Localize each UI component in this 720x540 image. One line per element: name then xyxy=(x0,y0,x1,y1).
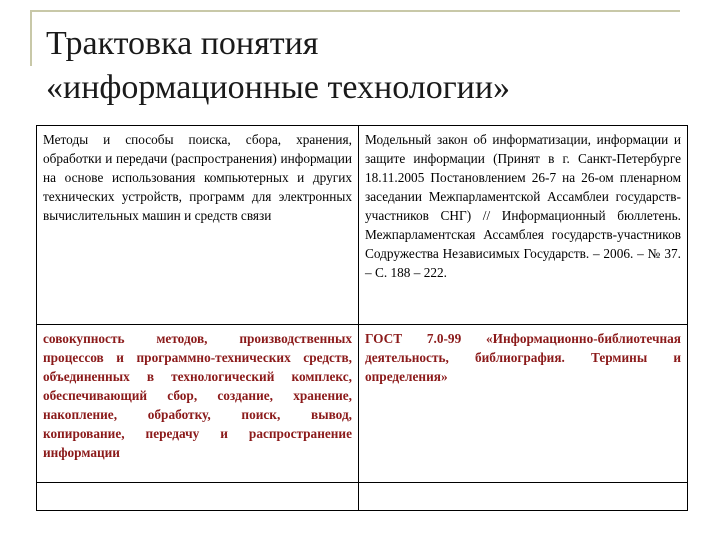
table-cell-definition: совокупность методов, производственных процессов и программно-технических средств, объединенных в технологический комплекс, обеспечивающий сбор, создание, хранение, накопление, обработку, поиск, вывод, копирование, передачу и распространение информации xyxy=(37,325,359,483)
table-cell-source: Модельный закон об информатизации, информации и защите информации (Принят в г. Санкт-Петербурге 18.11.2005 Постановлением 26-7 на 26-ом пленарном заседании Межпарламентской Ассамблеи государств-участников СНГ) // Информационный бюллетень. Межпарламентская Ассамблея государств-участников Содружества Независимых Государств. – 2006. – № 37. – С. 188 – 222. xyxy=(359,126,688,325)
table-row xyxy=(37,483,688,511)
table-row xyxy=(37,325,688,483)
table-cell-definition: Методы и способы поиска, сбора, хранения, обработки и передачи (распространения) информации на основе использования компьютерных и других технических устройств, программ для электронных вычислительных машин и средств связи xyxy=(37,126,359,325)
slide-title xyxy=(46,22,686,110)
title-frame-vertical-line xyxy=(30,10,32,66)
slide-title-line-1: Трактовка понятия xyxy=(46,25,319,62)
table-cell-source: ГОСТ 7.0-99 «Информационно-библиотечная деятельность, библиография. Термины и определения» xyxy=(359,325,688,483)
table-cell-empty xyxy=(37,483,359,511)
title-frame-horizontal-line xyxy=(30,10,680,12)
table-row xyxy=(37,126,688,325)
table-cell-empty xyxy=(359,483,688,511)
definitions-table xyxy=(36,125,688,511)
slide-title-line-2: «информационные технологии» xyxy=(46,69,511,106)
